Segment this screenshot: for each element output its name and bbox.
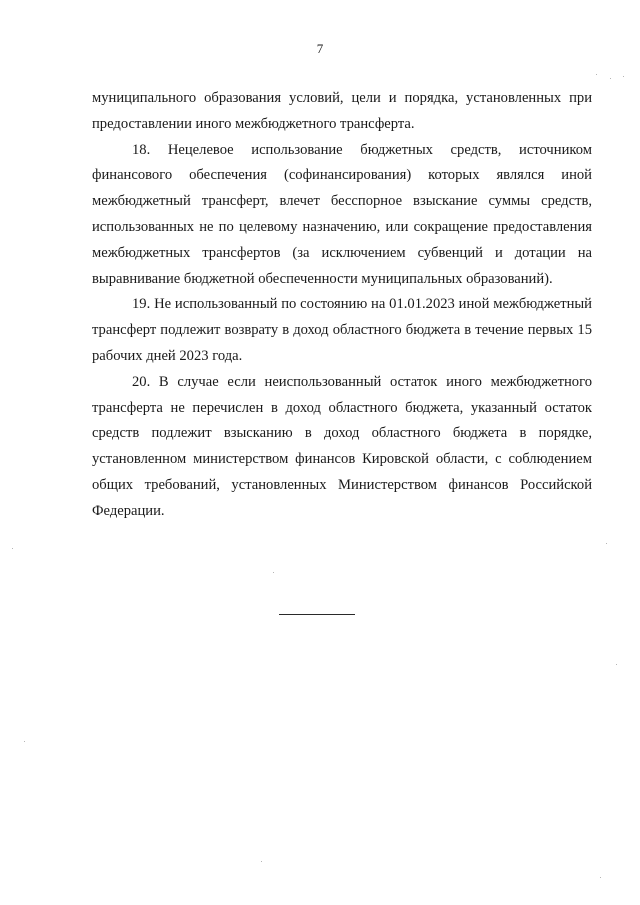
scan-speck bbox=[610, 78, 611, 79]
paragraph-continuation: муниципального образования условий, цели и порядка, установленных при предоставлении иного межбюджетного трансферта. bbox=[92, 90, 592, 132]
paragraph-item-20: 20. В случае если неиспользованный остаток иного межбюджетного трансферта не перечислен в доход областного бюджета, указанный остаток средств подлежит взысканию в доход областного бюджета в порядке, установленном министерством финансов Кировской области, с соблюдением общих требований, установленных Министерством финансов Российской Федерации. bbox=[92, 373, 592, 519]
scan-speck bbox=[261, 861, 262, 862]
paragraph-item-18: 18. Нецелевое использование бюджетных средств, источником финансового обеспечения (софинансирования) которых являлся иной межбюджетный трансферт, влечет бесспорное взыскание суммы средств, использованных не по целевому назначению, или сокращение предоставления межбюджетных трансфертов (за исключением субвенций и дотации на выравнивание бюджетной обеспеченности муниципальных образований). bbox=[92, 141, 592, 287]
page-number: 7 bbox=[316, 41, 324, 56]
scan-speck bbox=[596, 74, 597, 75]
end-of-document-rule bbox=[279, 614, 355, 615]
scan-speck bbox=[600, 877, 601, 878]
scan-speck bbox=[273, 572, 274, 573]
scan-speck bbox=[623, 76, 624, 77]
scan-speck bbox=[12, 548, 13, 549]
paragraph-item-19: 19. Не использованный по состоянию на 01.01.2023 иной межбюджетный трансферт подлежит возврату в доход областного бюджета в течение первых 15 рабочих дней 2023 года. bbox=[92, 296, 592, 364]
scan-speck bbox=[606, 543, 607, 544]
document-body bbox=[92, 86, 592, 525]
scan-speck bbox=[616, 664, 617, 665]
scan-speck bbox=[24, 741, 25, 742]
